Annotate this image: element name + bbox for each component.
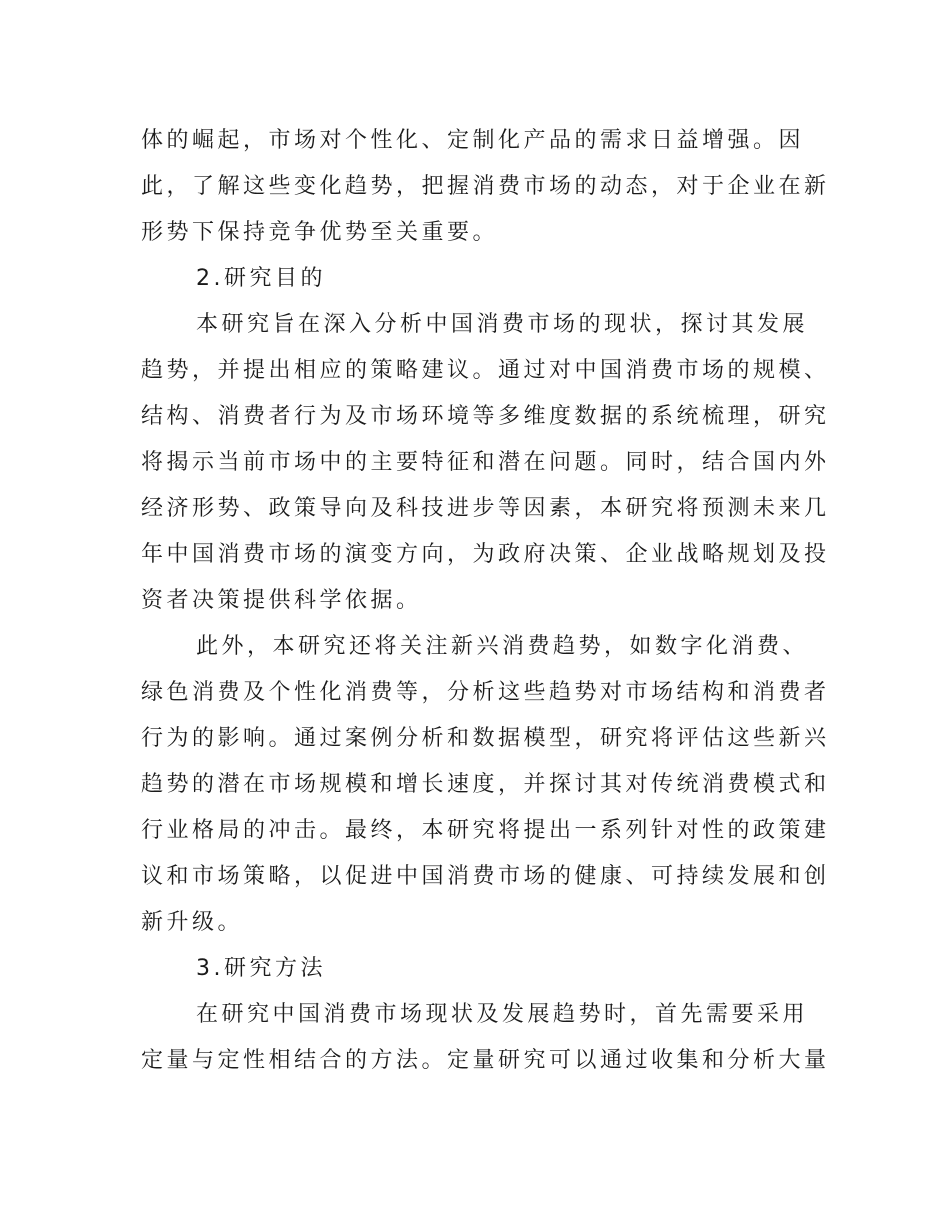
paragraph-line: 行为的影响。通过案例分析和数据模型，研究将评估这些新兴 — [141, 726, 830, 751]
paragraph-line: 资者决策提供科学依据。 — [141, 588, 422, 613]
paragraph-line: 年中国消费市场的演变方向，为政府决策、企业战略规划及投 — [141, 542, 830, 567]
paragraph-line: 新升级。 — [141, 910, 244, 935]
paragraph-first-line: 在研究中国消费市场现状及发展趋势时，首先需要采用 — [196, 1002, 809, 1027]
paragraph-line: 趋势，并提出相应的策略建议。通过对中国消费市场的规模、 — [141, 358, 830, 383]
paragraph-line: 经济形势、政策导向及科技进步等因素，本研究将预测未来几 — [141, 496, 830, 521]
section-heading-research-purpose: 2.研究目的 — [196, 266, 326, 291]
document-body — [141, 118, 830, 1084]
paragraph-line: 定量与定性相结合的方法。定量研究可以通过收集和分析大量 — [141, 1048, 830, 1073]
paragraph-line: 体的崛起，市场对个性化、定制化产品的需求日益增强。因 — [141, 128, 805, 153]
section-heading-research-method: 3.研究方法 — [196, 956, 326, 981]
paragraph-line: 此，了解这些变化趋势，把握消费市场的动态，对于企业在新 — [141, 174, 830, 199]
paragraph-line: 议和市场策略，以促进中国消费市场的健康、可持续发展和创 — [141, 864, 830, 889]
paragraph-first-line: 此外，本研究还将关注新兴消费趋势，如数字化消费、 — [196, 634, 809, 659]
paragraph-line: 行业格局的冲击。最终，本研究将提出一系列针对性的政策建 — [141, 818, 830, 843]
paragraph-line: 将揭示当前市场中的主要特征和潜在问题。同时，结合国内外 — [141, 450, 830, 475]
paragraph-line: 结构、消费者行为及市场环境等多维度数据的系统梳理，研究 — [141, 404, 830, 429]
paragraph-first-line: 本研究旨在深入分析中国消费市场的现状，探讨其发展 — [196, 312, 809, 337]
paragraph-line: 形势下保持竞争优势至关重要。 — [141, 220, 499, 245]
paragraph-line: 绿色消费及个性化消费等，分析这些趋势对市场结构和消费者 — [141, 680, 830, 705]
paragraph-line: 趋势的潜在市场规模和增长速度，并探讨其对传统消费模式和 — [141, 772, 830, 797]
